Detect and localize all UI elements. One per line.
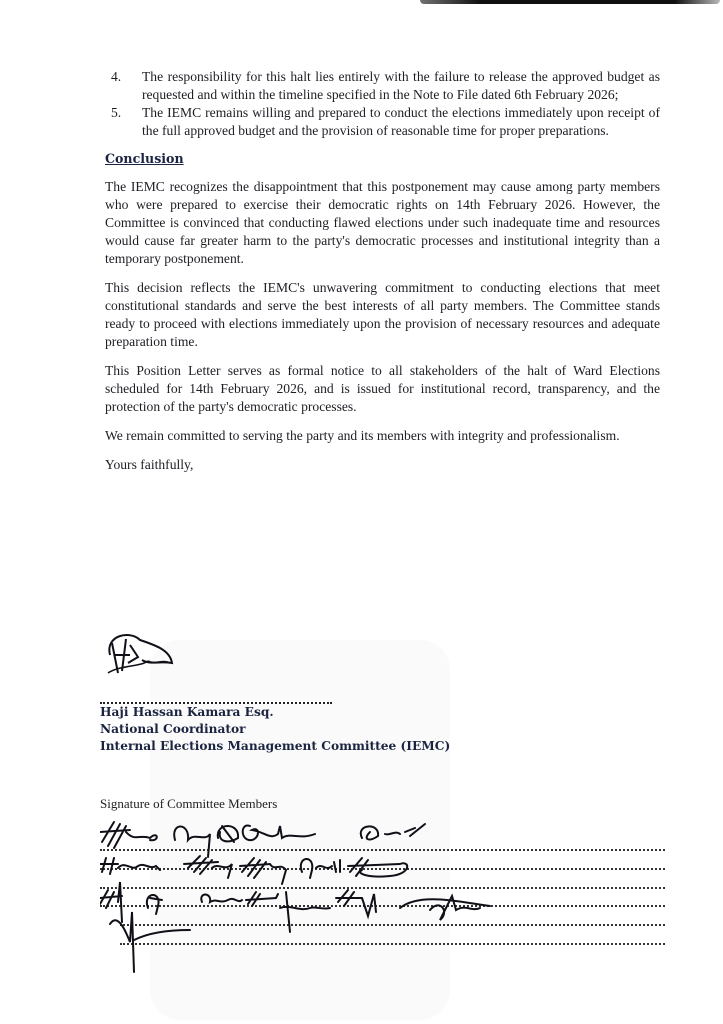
members-signature-label: Signature of Committee Members (100, 796, 278, 811)
point-text: The IEMC remains willing and prepared to conduct the elections immediately upon receipt of the full approved budget and the provision of reasonable time for proper preparations. (142, 105, 660, 138)
conclusion-heading: Conclusion (105, 151, 184, 166)
coordinator-signature-block (100, 625, 520, 755)
committee-signatures-section (100, 796, 665, 952)
signature-lines (100, 812, 665, 952)
signature-13 (201, 895, 242, 903)
signature-6 (100, 858, 160, 874)
paragraph-disappointment: The IEMC recognizes the disappointment that this postponement may cause among party members who were prepared to exercise their democratic rights on 14th February 2026. However, the Committee is convinced that conducting flawed elections under such inadequate time and resources would cause far greater harm to the party's democratic processes and institutional integrity than a temporary postponement. (105, 179, 660, 266)
paragraph-commitment: This decision reflects the IEMC's unwavering commitment to conducting elections that meet constitutional standards and serve the best interests of all party members. The Committee stands ready to proceed with elections immediately upon the provision of necessary resources and adequate preparation time. (105, 280, 660, 349)
signature-8 (240, 858, 286, 884)
signature-17 (400, 896, 490, 920)
signature-15 (280, 892, 330, 932)
signature-1 (100, 822, 157, 848)
point-item-5 (111, 104, 660, 140)
page-top-shadow (420, 0, 720, 4)
signature-9 (301, 859, 340, 878)
member-signatures-icon (100, 812, 665, 987)
signature-7 (184, 856, 232, 878)
signature-4 (243, 825, 315, 840)
signature-3 (218, 826, 238, 842)
signatory-name: Haji Hassan Kamara Esq. (100, 705, 274, 719)
signatory-organization: Internal Elections Management Committee (IEMC) (100, 739, 451, 753)
letter-body (105, 68, 660, 474)
point-item-4 (111, 68, 660, 104)
paragraph-formal-notice: This Position Letter serves as formal notice to all stakeholders of the halt of Ward Elections scheduled for 14th February 2026, and is issued for institutional record, transparency, and the protection of the party's democratic processes. (105, 363, 660, 414)
signature-5 (361, 824, 425, 839)
coordinator-signature-icon (100, 625, 180, 685)
numbered-points-list (105, 68, 660, 140)
signature-dotted-line (100, 692, 332, 704)
signature-2 (174, 827, 210, 858)
signature-16 (336, 890, 376, 916)
paragraph-integrity: We remain committed to serving the party and its members with integrity and professionalism. (105, 428, 620, 443)
point-number: 4. (111, 69, 122, 84)
closing-salutation: Yours faithfully, (105, 457, 194, 472)
signature-10 (348, 858, 407, 877)
signature-11 (100, 882, 122, 922)
signature-14 (246, 892, 278, 906)
signature-12 (147, 895, 162, 914)
signatory-title: National Coordinator (100, 722, 246, 736)
point-number: 5. (111, 105, 122, 120)
point-text: The responsibility for this halt lies entirely with the failure to release the approved budget as requested and within the timeline specified in the Note to File dated 6th February 2026; (142, 69, 660, 102)
